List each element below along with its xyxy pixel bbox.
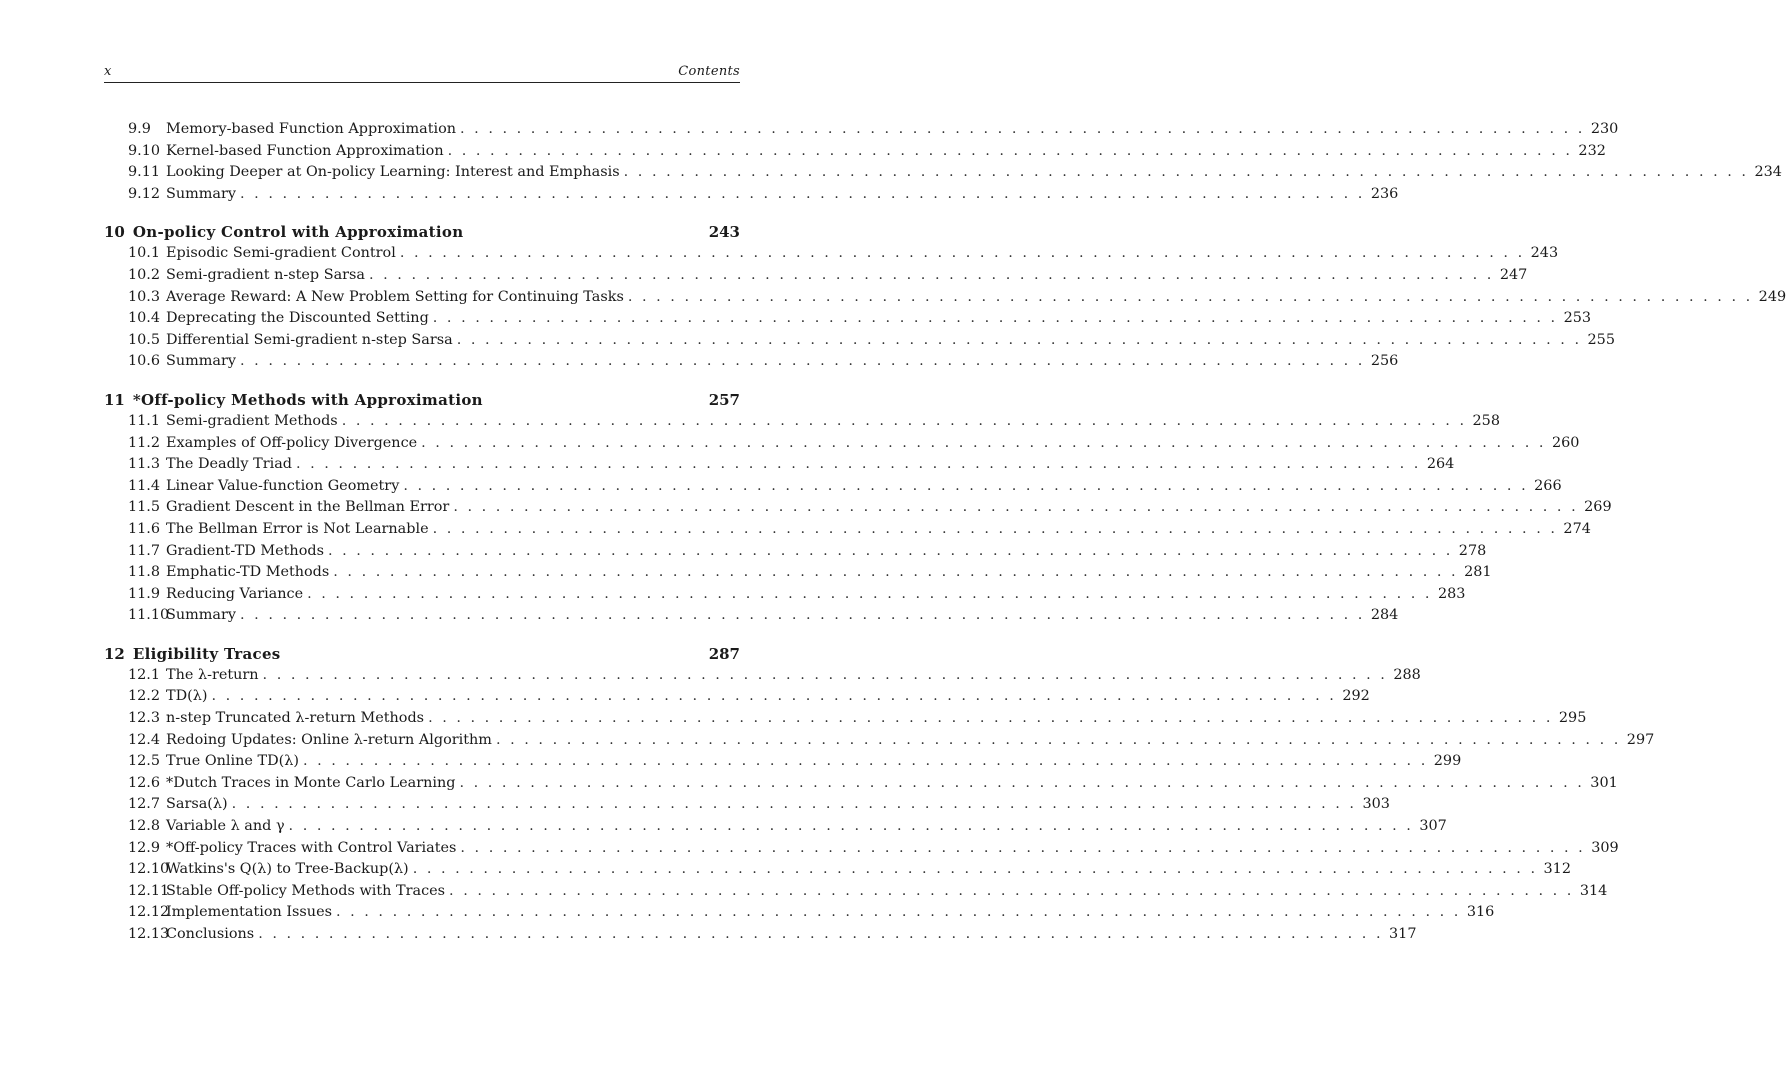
dot-leader: . . . . . . . . . . . . . . . . . . . . . . . . . . . . . . . . . . . . . . . . . . . . . . . . . . . . . . . . . . . . . . . . . . . . . . . . . . . . . . . .	[453, 499, 1579, 516]
chapter-title: Eligibility Traces	[132, 644, 281, 663]
chapter-heading[interactable]	[104, 643, 740, 665]
dot-leader: . . . . . . . . . . . . . . . . . . . . . . . . . . . . . . . . . . . . . . . . . . . . . . . . . . . . . . . . . . . . . . . . . . . . . . . . . . . . . . . .	[627, 288, 1753, 305]
dot-leader: . . . . . . . . . . . . . . . . . . . . . . . . . . . . . . . . . . . . . . . . . . . . . . . . . . . . . . . . . . . . . . . . . . . . . . . . . . . . . . . .	[412, 861, 1538, 878]
page-number-roman: x	[104, 64, 112, 79]
section-number: 12.11	[128, 882, 170, 899]
section-number: 10.2	[128, 266, 161, 283]
toc-entry[interactable]	[104, 541, 1487, 563]
section-page-number: 249	[1758, 288, 1786, 305]
section-gap	[104, 627, 740, 643]
section-page-number: 243	[1530, 245, 1559, 262]
dot-leader: . . . . . . . . . . . . . . . . . . . . . . . . . . . . . . . . . . . . . . . . . . . . . . . . . . . . . . . . . . . . . . . . . . . . . . . . . . . . . . . .	[288, 818, 1414, 835]
section-number: 12.4	[128, 731, 161, 748]
toc-entry[interactable]	[104, 881, 1608, 903]
section-number: 9.11	[128, 164, 161, 181]
section-title: Sarsa(λ)	[166, 796, 228, 813]
toc-entry[interactable]	[104, 859, 1571, 881]
section-page-number: 314	[1579, 882, 1608, 899]
section-page-number: 260	[1551, 434, 1580, 451]
section-page-number: 236	[1370, 185, 1399, 202]
section-page-number: 234	[1754, 164, 1782, 181]
toc-entry[interactable]	[104, 665, 1421, 687]
section-page-number: 278	[1458, 542, 1487, 559]
section-page-number: 284	[1370, 607, 1399, 624]
section-number: 9.12	[128, 185, 161, 202]
section-title: Differential Semi-gradient n-step Sarsa	[166, 331, 453, 348]
section-number: 12.2	[128, 688, 161, 705]
dot-leader: . . . . . . . . . . . . . . . . . . . . . . . . . . . . . . . . . . . . . . . . . . . . . . . . . . . . . . . . . . . . . . . . . . . . . . . . . . . . . . . .	[240, 353, 1365, 370]
section-number: 10.3	[128, 288, 161, 305]
section-number: 11.10	[128, 607, 170, 624]
dot-leader: . . . . . . . . . . . . . . . . . . . . . . . . . . . . . . . . . . . . . . . . . . . . . . . . . . . . . . . . . . . . . . . . . . . . . . . . . . . . . . . .	[428, 710, 1553, 727]
section-page-number: 316	[1466, 904, 1495, 921]
section-title: Gradient-TD Methods	[166, 542, 324, 559]
section-title: TD(λ)	[166, 688, 208, 705]
section-title: Conclusions	[166, 926, 255, 942]
section-page-number: 281	[1464, 564, 1492, 581]
section-title: True Online TD(λ)	[166, 753, 299, 770]
dot-leader: . . . . . . . . . . . . . . . . . . . . . . . . . . . . . . . . . . . . . . . . . . . . . . . . . . . . . . . . . . . . . . . . . . . . . . . . . . . . . . . .	[211, 688, 1337, 705]
section-number: 10.4	[128, 310, 161, 327]
section-title: Watkins's Q(λ) to Tree-Backup(λ)	[166, 861, 409, 878]
toc-entry[interactable]	[104, 497, 1612, 519]
section-page-number: 283	[1437, 585, 1466, 602]
section-number: 12.10	[128, 861, 170, 878]
section-title: Summary	[166, 353, 237, 370]
dot-leader: . . . . . . . . . . . . . . . . . . . . . . . . . . . . . . . . . . . . . . . . . . . . . . . . . . . . . . . . . . . . . . . . . . . . . . . . . . . . . . . .	[341, 412, 1467, 429]
toc-entry[interactable]	[104, 119, 1619, 141]
toc-entry[interactable]	[104, 605, 1399, 627]
section-title: Summary	[166, 185, 237, 202]
chapter-number: 10	[104, 223, 125, 242]
toc-entry[interactable]	[104, 287, 1786, 309]
section-title: Deprecating the Discounted Setting	[166, 310, 429, 327]
section-title: *Off-policy Traces with Control Variates	[166, 839, 457, 856]
section-page-number: 303	[1362, 796, 1390, 813]
section-title: Examples of Off-policy Divergence	[166, 434, 418, 451]
section-number: 10.1	[128, 245, 161, 262]
dot-leader: . . . . . . . . . . . . . . . . . . . . . . . . . . . . . . . . . . . . . . . . . . . . . . . . . . . . . . . . . . . . . . . . . . . . . . . . . . . . . . . .	[240, 607, 1365, 624]
dot-leader: . . . . . . . . . . . . . . . . . . . . . . . . . . . . . . . . . . . . . . . . . . . . . . . . . . . . . . . . . . . . . . . . . . . . . . . . . . . . . . . .	[295, 456, 1421, 473]
dot-leader: . . . . . . . . . . . . . . . . . . . . . . . . . . . . . . . . . . . . . . . . . . . . . . . . . . . . . . . . . . . . . . . . . . . . . . . . . . . . . . . .	[333, 564, 1459, 581]
section-page-number: 266	[1534, 477, 1562, 494]
section-page-number: 295	[1558, 710, 1587, 727]
section-title: Redoing Updates: Online λ-return Algorithm	[166, 731, 492, 748]
section-page-number: 258	[1472, 412, 1500, 429]
section-number: 9.10	[128, 142, 161, 159]
running-head: Contents	[678, 64, 740, 79]
toc-entry[interactable]	[104, 519, 1591, 541]
toc-entry[interactable]	[104, 476, 1562, 498]
dot-leader: . . . . . . . . . . . . . . . . . . . . . . . . . . . . . . . . . . . . . . . . . . . . . . . . . . . . . . . . . . . . . . . . . . . . . . . . . . . . . . . .	[240, 185, 1365, 202]
section-page-number: 292	[1342, 688, 1370, 705]
section-title: Gradient Descent in the Bellman Error	[166, 499, 450, 516]
dot-leader: . . . . . . . . . . . . . . . . . . . . . . . . . . . . . . . . . . . . . . . . . . . . . . . . . . . . . . . . . . . . . . . . . . . . . . . . . . . . . . . .	[327, 542, 1453, 559]
section-page-number: 274	[1563, 520, 1591, 537]
dot-leader: . . . . . . . . . . . . . . . . . . . . . . . . . . . . . . . . . . . . . . . . . . . . . . . . . . . . . . . . . . . . . . . . . . . . . . . . . . . . . . . .	[432, 520, 1558, 537]
chapter-page-number: 287	[708, 644, 740, 663]
dot-leader: . . . . . . . . . . . . . . . . . . . . . . . . . . . . . . . . . . . . . . . . . . . . . . . . . . . . . . . . . . . . . . . . . . . . . . . . . . . . . . . .	[456, 331, 1582, 348]
section-number: 9.9	[128, 121, 151, 137]
toc-entry[interactable]	[104, 141, 1606, 163]
toc-entry[interactable]	[104, 902, 1495, 924]
dot-leader: . . . . . . . . . . . . . . . . . . . . . . . . . . . . . . . . . . . . . . . . . . . . . . . . . . . . . . . . . . . . . . . . . . . . . . . . . . . . . . . .	[231, 796, 1357, 813]
section-title: Average Reward: A New Problem Setting for Continuing Tasks	[166, 288, 624, 305]
section-page-number: 288	[1393, 666, 1421, 683]
section-page-number: 312	[1543, 861, 1571, 878]
toc-entry[interactable]	[104, 730, 1655, 752]
section-number: 12.1	[128, 666, 161, 683]
toc-entry[interactable]	[104, 794, 1390, 816]
section-page-number: 269	[1584, 499, 1612, 516]
section-title: Looking Deeper at On-policy Learning: Interest and Emphasis	[166, 164, 620, 181]
section-page-number: 301	[1590, 774, 1618, 791]
chapter-title: On-policy Control with Approximation	[132, 223, 464, 242]
section-number: 12.12	[128, 904, 170, 921]
toc-entry[interactable]	[104, 265, 1528, 287]
toc-entry[interactable]	[104, 184, 1399, 206]
dot-leader: . . . . . . . . . . . . . . . . . . . . . . . . . . . . . . . . . . . . . . . . . . . . . . . . . . . . . . . . . . . . . . . . . . . . . . . . . . . . . . . .	[623, 164, 1749, 181]
toc-entry[interactable]	[104, 433, 1580, 455]
chapter-title: *Off-policy Methods with Approximation	[132, 390, 483, 409]
section-number: 11.6	[128, 520, 161, 537]
section-page-number: 247	[1499, 266, 1528, 283]
section-number: 12.9	[128, 839, 161, 856]
section-title: Stable Off-policy Methods with Traces	[166, 882, 446, 899]
section-number: 12.6	[128, 774, 161, 791]
toc-entry[interactable]	[104, 243, 1559, 265]
section-gap	[104, 373, 740, 389]
section-number: 12.8	[128, 818, 161, 835]
section-title: Episodic Semi-gradient Control	[166, 245, 396, 262]
section-number: 12.7	[128, 796, 161, 813]
dot-leader: . . . . . . . . . . . . . . . . . . . . . . . . . . . . . . . . . . . . . . . . . . . . . . . . . . . . . . . . . . . . . . . . . . . . . . . . . . . . . . . .	[421, 434, 1546, 451]
dot-leader: . . . . . . . . . . . . . . . . . . . . . . . . . . . . . . . . . . . . . . . . . . . . . . . . . . . . . . . . . . . . . . . . . . . . . . . . . . . . . . . .	[307, 585, 1432, 602]
toc-entry[interactable]	[104, 454, 1455, 476]
section-number: 11.7	[128, 542, 161, 559]
toc-entry[interactable]	[104, 562, 1492, 584]
toc-entry[interactable]	[104, 411, 1500, 433]
section-page-number: 232	[1578, 142, 1606, 159]
section-title: Implementation Issues	[166, 904, 332, 921]
section-title: Semi-gradient Methods	[166, 412, 338, 429]
section-number: 11.1	[128, 412, 161, 429]
section-page-number: 309	[1591, 839, 1619, 856]
section-title: Summary	[166, 607, 237, 624]
section-gap	[104, 205, 740, 221]
chapter-page-number: 243	[708, 223, 740, 242]
section-page-number: 264	[1426, 456, 1455, 473]
dot-leader: . . . . . . . . . . . . . . . . . . . . . . . . . . . . . . . . . . . . . . . . . . . . . . . . . . . . . . . . . . . . . . . . . . . . . . . . . . . . . . . .	[447, 142, 1573, 159]
toc-entry[interactable]	[104, 308, 1592, 330]
section-number: 11.2	[128, 434, 161, 451]
page-header	[104, 62, 740, 83]
table-of-contents	[104, 119, 1786, 946]
toc-entry[interactable]	[104, 708, 1587, 730]
dot-leader: . . . . . . . . . . . . . . . . . . . . . . . . . . . . . . . . . . . . . . . . . . . . . . . . . . . . . . . . . . . . . . . . . . . . . . . . . . . . . . . .	[460, 121, 1585, 137]
section-title: Semi-gradient n-step Sarsa	[166, 266, 365, 283]
section-title: The λ-return	[166, 666, 259, 683]
chapter-page-number: 257	[708, 390, 740, 409]
toc-entry[interactable]	[104, 816, 1447, 838]
chapter-number: 12	[104, 644, 125, 663]
section-number: 12.13	[128, 926, 170, 942]
dot-leader: . . . . . . . . . . . . . . . . . . . . . . . . . . . . . . . . . . . . . . . . . . . . . . . . . . . . . . . . . . . . . . . . . . . . . . . . . . . . . . . .	[302, 753, 1428, 770]
dot-leader: . . . . . . . . . . . . . . . . . . . . . . . . . . . . . . . . . . . . . . . . . . . . . . . . . . . . . . . . . . . . . . . . . . . . . . . . . . . . . . . .	[432, 310, 1558, 327]
section-title: Memory-based Function Approximation	[166, 121, 457, 137]
chapter-heading[interactable]	[104, 389, 740, 411]
dot-leader: . . . . . . . . . . . . . . . . . . . . . . . . . . . . . . . . . . . . . . . . . . . . . . . . . . . . . . . . . . . . . . . . . . . . . . . . . . . . . . . .	[460, 839, 1586, 856]
section-page-number: 307	[1419, 818, 1447, 835]
section-page-number: 230	[1590, 121, 1619, 137]
section-number: 11.3	[128, 456, 161, 473]
section-number: 11.5	[128, 499, 161, 516]
toc-entry[interactable]	[104, 686, 1370, 708]
section-title: n-step Truncated λ-return Methods	[166, 710, 425, 727]
dot-leader: . . . . . . . . . . . . . . . . . . . . . . . . . . . . . . . . . . . . . . . . . . . . . . . . . . . . . . . . . . . . . . . . . . . . . . . . . . . . . . . .	[459, 774, 1585, 791]
section-title: The Deadly Triad	[166, 456, 292, 473]
section-number: 11.8	[128, 564, 161, 581]
dot-leader: . . . . . . . . . . . . . . . . . . . . . . . . . . . . . . . . . . . . . . . . . . . . . . . . . . . . . . . . . . . . . . . . . . . . . . . . . . . . . . . .	[495, 731, 1621, 748]
dot-leader: . . . . . . . . . . . . . . . . . . . . . . . . . . . . . . . . . . . . . . . . . . . . . . . . . . . . . . . . . . . . . . . . . . . . . . . . . . . . . . . .	[369, 266, 1494, 283]
section-number: 12.5	[128, 753, 161, 770]
section-title: *Dutch Traces in Monte Carlo Learning	[166, 774, 456, 791]
section-title: Kernel-based Function Approximation	[166, 142, 444, 159]
chapter-heading[interactable]	[104, 221, 740, 243]
dot-leader: . . . . . . . . . . . . . . . . . . . . . . . . . . . . . . . . . . . . . . . . . . . . . . . . . . . . . . . . . . . . . . . . . . . . . . . . . . . . . . . .	[258, 926, 1384, 942]
section-number: 11.4	[128, 477, 161, 494]
toc-entry[interactable]	[104, 838, 1619, 860]
section-page-number: 317	[1389, 926, 1417, 942]
dot-leader: . . . . . . . . . . . . . . . . . . . . . . . . . . . . . . . . . . . . . . . . . . . . . . . . . . . . . . . . . . . . . . . . . . . . . . . . . . . . . . . .	[449, 882, 1574, 899]
toc-entry[interactable]	[104, 751, 1462, 773]
dot-leader: . . . . . . . . . . . . . . . . . . . . . . . . . . . . . . . . . . . . . . . . . . . . . . . . . . . . . . . . . . . . . . . . . . . . . . . . . . . . . . . .	[262, 666, 1388, 683]
dot-leader: . . . . . . . . . . . . . . . . . . . . . . . . . . . . . . . . . . . . . . . . . . . . . . . . . . . . . . . . . . . . . . . . . . . . . . . . . . . . . . . .	[335, 904, 1461, 921]
toc-entry[interactable]	[104, 584, 1466, 606]
section-page-number: 299	[1433, 753, 1462, 770]
toc-entry[interactable]	[104, 773, 1618, 795]
section-title: Variable λ and γ	[166, 818, 285, 835]
toc-entry[interactable]	[104, 330, 1615, 352]
section-page-number: 253	[1563, 310, 1592, 327]
dot-leader: . . . . . . . . . . . . . . . . . . . . . . . . . . . . . . . . . . . . . . . . . . . . . . . . . . . . . . . . . . . . . . . . . . . . . . . . . . . . . . . .	[399, 245, 1525, 262]
section-page-number: 255	[1587, 331, 1615, 348]
chapter-number: 11	[104, 390, 125, 409]
section-page-number: 256	[1370, 353, 1399, 370]
section-number: 11.9	[128, 585, 161, 602]
toc-entry[interactable]	[104, 924, 1417, 946]
section-title: Emphatic-TD Methods	[166, 564, 330, 581]
section-title: Linear Value-function Geometry	[166, 477, 400, 494]
section-title: Reducing Variance	[166, 585, 304, 602]
section-number: 12.3	[128, 710, 161, 727]
dot-leader: . . . . . . . . . . . . . . . . . . . . . . . . . . . . . . . . . . . . . . . . . . . . . . . . . . . . . . . . . . . . . . . . . . . . . . . . . . . . . . . .	[403, 477, 1529, 494]
section-number: 10.5	[128, 331, 161, 348]
section-number: 10.6	[128, 353, 161, 370]
section-page-number: 297	[1626, 731, 1655, 748]
toc-entry[interactable]	[104, 162, 1782, 184]
section-title: The Bellman Error is Not Learnable	[166, 520, 429, 537]
toc-entry[interactable]	[104, 351, 1399, 373]
